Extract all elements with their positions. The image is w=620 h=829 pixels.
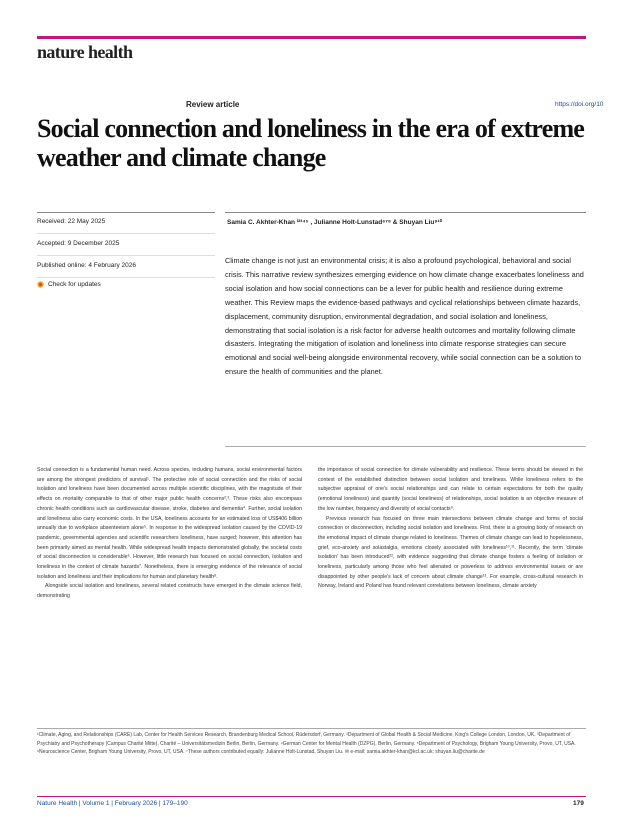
check-for-updates-button[interactable]: [37, 281, 101, 288]
body-paragraph: Previous research has focused on three main intersections between climate change and forms of social connection or disconnection, including social isolation and loneliness. First, there is a growing body of research on the emotional impact of climate change related to loneliness. Themes of climate change can lead to hopelessness, grief, eco-anxiety and solastalgia, emotions closely associated with loneliness¹⁰,¹¹. Recently, the term 'climate isolation' has been introduced¹², with evidence suggesting that climate change fosters a feeling of isolation or loneliness, particularly among those who feel alienated or powerless to address environmental issues or are disappointed by other people's lack of concern about climate change¹³. For example, cross-cultural research in Norway, Ireland and Poland has found relevant correlations between loneliness, climate anxiety: [318, 515, 583, 590]
author-affiliations: ¹Climate, Aging, and Relationships (CARE) Lab, Center for Health Services Research, Brandenburg Medical School, Rüdersdorf, Germany. ²Department of Global Health & Social Medicine, King's College London, London, UK. ³Department of Psychiatry and Psychotherapy (Campus Charité Mitte), Charité – Universitätsmedizin Berlin, Berlin, Germany. ⁴German Center for Mental Health (DZPG), Berlin, Germany. ⁵Department of Psychology, Brigham Young University, Provo, UT, USA. ⁶Neuroscience Center, Brigham Young University, Provo, UT, USA. ⁷These authors contributed equally: Julianne Holt-Lunstad, Shuyan Liu. ✉ e-mail: samia.akhter-khan@kcl.ac.uk; shuyan.liu@charite.de: [37, 732, 576, 756]
footer-rule: [37, 796, 586, 797]
check-updates-label: Check for updates: [48, 281, 101, 288]
body-column-right: [318, 466, 583, 592]
check-updates-icon: [37, 281, 44, 288]
authors-top-rule: [225, 212, 586, 213]
meta-divider: [37, 255, 215, 256]
body-paragraph: the importance of social connection for climate vulnerability and resilience. These terms should be viewed in the context of the established distinction between social isolation and loneliness. While loneliness refers to the subjective appraisal of one's social relationships and can relate to certain expectations for both the quality (emotional loneliness) and quantity (social loneliness) of relationships, social isolation is an objective measure of the low number, frequency and diversity of social contacts⁹.: [318, 467, 583, 512]
abstract: Climate change is not just an environmental crisis; it is also a profound psychological, behavioral and social crisis. This narrative review synthesizes emerging evidence on how climate change exacerbates loneliness and social isolation and how social connections can be a lever for public health and resilience during extreme weather. This Review maps the evidence-based pathways and cyclical relationships between climate hazards, displacement, community disruption, environmental degradation, and social isolation and loneliness, demonstrating that social isolation is a risk factor for adverse health outcomes and mortality following climate disasters. Integrating the mitigation of isolation and loneliness into climate response strategies can secure emotional and social well-being alongside environmental recovery, while social connection can be a solution to ensure the health of communities and the planet.: [225, 256, 584, 377]
doi-link[interactable]: https://doi.org/10: [555, 101, 604, 108]
footer-citation[interactable]: Nature Health | Volume 1 | February 2026 | 179–190: [37, 800, 188, 807]
body-paragraph: Alongside social isolation and loneliness, several related constructs have emerged in the climate science field, demonstrating: [37, 583, 302, 600]
article-type-label: Review article: [186, 100, 240, 109]
body-paragraph: Social connection is a fundamental human need. Across species, including humans, social environmental factors are among the strongest predictors of survival¹. The protective role of social connection and the risks of social isolation and loneliness have been documented across multiple scientific disciplines, with the magnitude of their effects on mortality comparable to that of other major public health concerns²,³. These risks also encompass chronic health conditions such as cardiovascular disease, stroke, diabetes and dementia⁴. Further, social isolation and loneliness also carry economic costs. In the USA, loneliness accounts for an estimated loss of US$406 billion annually due to workplace absenteeism alone⁵. In response to the widespread isolation caused by the COVID-19 pandemic, governmental agencies and scientific researchers loneliness, have surged; however, this attention has been primarily aimed as mental health. While widespread health impacts demonstrated globally, the societal costs of social disconnection is considerable⁶. However, little research has focused on social connection, isolation and loneliness in the context of climate hazards⁷. Nonetheless, there is emerging evidence of the relevance of social isolation and loneliness and their implications for human and planetary health⁸.: [37, 467, 302, 580]
published-date: Published online: 4 February 2026: [37, 262, 137, 269]
meta-divider: [37, 233, 215, 234]
journal-logo[interactable]: nature health: [37, 42, 133, 62]
article-title: Social connection and loneliness in the era of extreme weather and climate change: [37, 114, 585, 172]
accepted-date: Accepted: 9 December 2025: [37, 240, 120, 247]
meta-divider: [37, 277, 215, 278]
abstract-bottom-rule: [225, 446, 586, 447]
page-number: 179: [573, 800, 584, 807]
footnote-rule: [37, 728, 586, 729]
meta-top-rule: [37, 212, 215, 213]
received-date: Received: 22 May 2025: [37, 218, 106, 225]
body-column-left: [37, 466, 302, 602]
journal-header-rule: [37, 36, 586, 39]
author-list[interactable]: Samia C. Akhter-Khan ⁱ²³⁴⁵ , Julianne Holt-Lunstad⁶⁷⁸ & Shuyan Liu⁹¹⁰: [227, 219, 443, 226]
